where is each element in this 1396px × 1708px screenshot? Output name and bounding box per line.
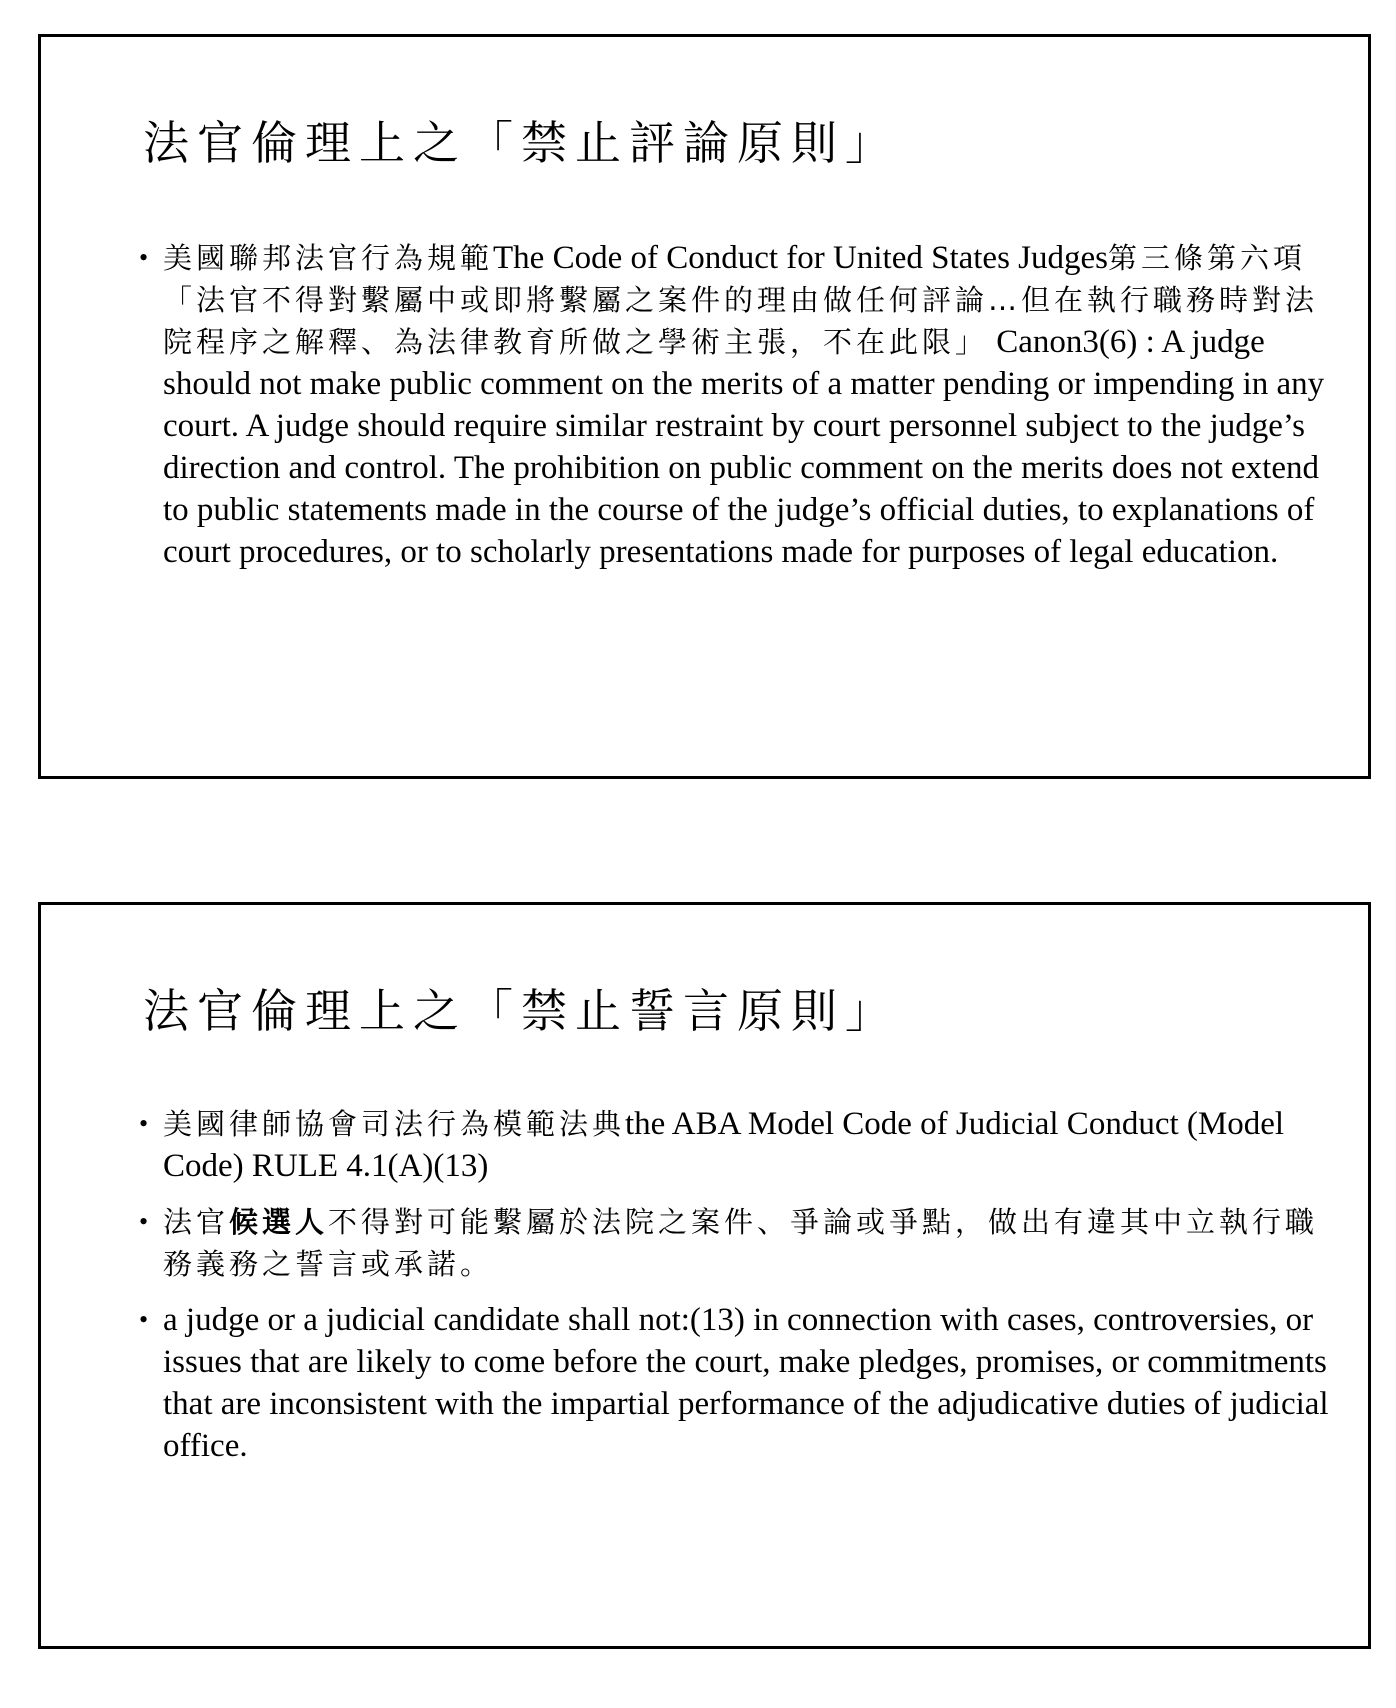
- bullet-item: [139, 1299, 1329, 1467]
- bullet-item: [139, 1201, 1329, 1285]
- bullet-cjk-text: 美國律師協會司法行為模範法典: [163, 1107, 626, 1141]
- bullet-dot: •: [139, 1207, 149, 1236]
- bullet-dot: •: [139, 243, 149, 272]
- bullet-english-text: the ABA Model Code of Judicial Conduct (Model Code) RULE 4.1(A)(13): [163, 1106, 1285, 1184]
- slide-1-title: 法官倫理上之「禁止評論原則」: [143, 116, 899, 170]
- bullet-dot: •: [139, 1305, 149, 1334]
- bullet-cjk-before: 法官: [163, 1205, 230, 1239]
- bullet-cjk-article: 第三條第六項「法官不得對繫屬中或即將繫屬之案件的理由做任何評論…但在執行職務時對法院程序之解釋、為法律教育所做之學術主張，不在此限」: [163, 241, 1319, 359]
- slide-2: [38, 902, 1371, 1649]
- bullet-cjk-prefix: 美國聯邦法官行為規範: [163, 241, 494, 275]
- bullet-cjk-after: 不得對可能繫屬於法院之案件、爭論或爭點，做出有違其中立執行職務義務之誓言或承諾。: [163, 1205, 1319, 1281]
- slide-2-title: 法官倫理上之「禁止誓言原則」: [143, 984, 899, 1038]
- bullet-item: [139, 1103, 1329, 1187]
- slide-1-bullet-list: [139, 237, 1329, 587]
- bullet-item: [139, 237, 1329, 573]
- bullet-english-name: The Code of Conduct for United States Judges: [493, 240, 1108, 276]
- slide-2-bullet-list: [139, 1103, 1329, 1481]
- bullet-english-text: a judge or a judicial candidate shall not:(13) in connection with cases, controversies, or issues that are likely to come before the court, make pledges, promises, or commitments that are inconsistent with the impartial performance of the adjudicative duties of judicial office.: [163, 1302, 1329, 1464]
- bullet-cjk-bold: 候選人: [229, 1205, 329, 1239]
- bullet-english-text: Canon3(6) : A judge should not make public comment on the merits of a matter pending or impending in any court. A judge should require similar restraint by court personnel subject to the judge’s direction and control. The prohibition on public comment on the merits does not extend to public statements made in the course of the judge’s official duties, to explanations of court procedures, or to scholarly presentations made for purposes of legal education.: [163, 324, 1325, 570]
- bullet-dot: •: [139, 1109, 149, 1138]
- slide-1: [38, 34, 1371, 779]
